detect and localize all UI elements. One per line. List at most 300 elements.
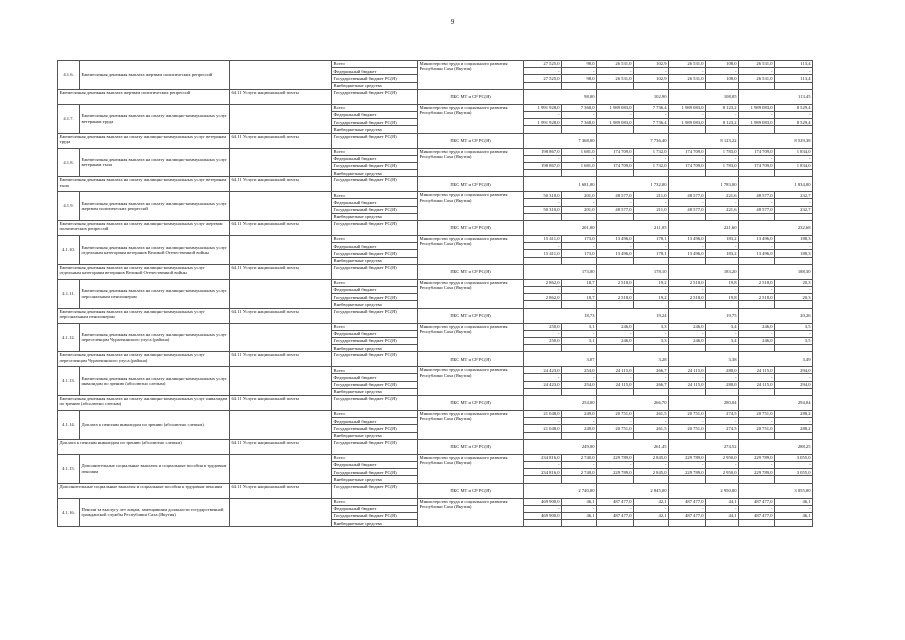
source-label: Всего: [332, 279, 418, 286]
value-cell: 2 518,0: [597, 279, 634, 286]
indicator-value: 113,45: [739, 89, 813, 104]
value-cell: -: [524, 330, 562, 337]
indicator-value: 1 834,00: [739, 177, 813, 192]
source-label: Всего: [332, 498, 418, 505]
value-cell: -: [669, 68, 706, 75]
value-cell: 3,1: [562, 337, 597, 344]
value-cell: 198 867,0: [524, 148, 562, 155]
indicator-value: 183,20: [669, 264, 739, 279]
row-title: Ежемесячная денежная выплата на оплату жилищно-коммунальных услуг инвалидам по зрению (абсолютно слепым): [80, 367, 230, 396]
value-cell: 8 123,2: [706, 119, 739, 126]
value-cell: -: [562, 286, 597, 293]
indicator-value: 20,26: [739, 308, 813, 323]
value-cell: -: [706, 418, 739, 425]
source-label: Федеральный бюджет: [332, 199, 418, 206]
value-cell: [634, 345, 669, 352]
value-cell: 198 867,0: [524, 162, 562, 169]
value-cell: 19,8: [706, 279, 739, 286]
value-cell: -: [562, 155, 597, 162]
value-cell: 3,4: [706, 337, 739, 344]
value-cell: 246,0: [597, 323, 634, 330]
value-cell: 20 751,0: [739, 425, 775, 432]
value-cell: [562, 388, 597, 395]
value-cell: 234 816,0: [524, 469, 562, 476]
value-cell: 102,9: [634, 61, 669, 68]
value-cell: 24 115,0: [669, 367, 706, 374]
value-cell: 21 048,0: [524, 411, 562, 418]
row-code: 4.1.11.: [58, 279, 80, 308]
value-cell: 13 496,0: [597, 236, 634, 243]
table-row: [58, 264, 852, 279]
pbs-label: ПБС МТ и СР РС(Я): [418, 308, 524, 323]
value-cell: [669, 345, 706, 352]
table-row: [58, 89, 852, 104]
value-cell: [739, 257, 775, 264]
value-cell: -: [669, 505, 706, 512]
value-cell: -: [524, 155, 562, 162]
value-cell: -: [706, 374, 739, 381]
source-label: Всего: [332, 104, 418, 111]
value-cell: 174 709,0: [669, 148, 706, 155]
table-row: [58, 236, 852, 243]
value-cell: 98,0: [562, 75, 597, 82]
value-cell: 42,1: [634, 498, 669, 505]
value-cell: 3,1: [562, 323, 597, 330]
value-cell: [775, 301, 813, 308]
value-cell: 229 789,0: [597, 454, 634, 461]
source-label: Федеральный бюджет: [332, 243, 418, 250]
source-label: Государственный бюджет РС(Я): [332, 337, 418, 344]
value-cell: -: [706, 461, 739, 468]
value-cell: 48 577,0: [669, 192, 706, 199]
source-label: Всего: [332, 454, 418, 461]
value-cell: -: [634, 418, 669, 425]
value-cell: 2 518,0: [739, 279, 775, 286]
value-cell: -: [775, 68, 813, 75]
source-label: Государственный бюджет РС(Я): [332, 483, 418, 498]
source-label: Всего: [332, 367, 418, 374]
indicator-value: 2 950,00: [669, 483, 739, 498]
table-row: [58, 192, 852, 199]
value-cell: 234 816,0: [524, 454, 562, 461]
row-code: 4.1.16.: [58, 498, 80, 527]
value-cell: 266,7: [634, 367, 669, 374]
value-cell: 48 577,0: [597, 192, 634, 199]
value-cell: 2 845,0: [634, 454, 669, 461]
value-cell: 229 789,0: [739, 469, 775, 476]
value-cell: 221,6: [706, 206, 739, 213]
value-cell: 15 411,0: [524, 250, 562, 257]
value-cell: 7 368,0: [562, 104, 597, 111]
value-cell: 1 989 083,0: [739, 104, 775, 111]
value-cell: [706, 388, 739, 395]
table-body: [58, 61, 852, 527]
indicator-value: 178,10: [597, 264, 669, 279]
value-cell: 3,4: [706, 323, 739, 330]
value-cell: -: [597, 68, 634, 75]
pbs-label: ПБС МТ и СР РС(Я): [418, 396, 524, 411]
value-cell: [562, 82, 597, 89]
value-cell: 1 681,0: [562, 148, 597, 155]
value-cell: 26 531,0: [597, 61, 634, 68]
value-cell: 487 477,0: [597, 498, 634, 505]
value-cell: 1 783,0: [706, 148, 739, 155]
value-cell: [634, 520, 669, 527]
row-title: Ежемесячная денежная выплата на оплату жилищно-коммунальных услуг ветеранам труда: [80, 104, 230, 133]
value-cell: [775, 520, 813, 527]
empty-cell: [230, 498, 332, 527]
value-cell: 13 496,0: [669, 236, 706, 243]
row-title: Ежемесячная денежная выплата на оплату жилищно-коммунальных услуг переселенцам Чурапчинского улуса (района): [80, 323, 230, 352]
indicator-value: 108,05: [669, 89, 739, 104]
value-cell: -: [775, 461, 813, 468]
value-cell: -: [524, 461, 562, 468]
value-cell: [775, 257, 813, 264]
value-cell: 2 740,0: [562, 454, 597, 461]
value-cell: -: [634, 461, 669, 468]
source-label: Государственный бюджет РС(Я): [332, 381, 418, 388]
value-cell: [739, 388, 775, 395]
value-cell: [669, 257, 706, 264]
value-cell: [739, 126, 775, 133]
value-cell: 20,3: [775, 294, 813, 301]
value-cell: 294,0: [775, 381, 813, 388]
value-cell: 1 989 083,0: [597, 119, 634, 126]
value-cell: [739, 476, 775, 483]
value-cell: [669, 213, 706, 220]
value-cell: 20 751,0: [669, 411, 706, 418]
indicator-value: 3 055,00: [739, 483, 813, 498]
value-cell: 48 577,0: [739, 206, 775, 213]
value-cell: -: [634, 286, 669, 293]
value-cell: 1 681,0: [562, 162, 597, 169]
service-code: 64.11 Услуги национальной почты: [230, 89, 332, 104]
value-cell: 3 055,0: [775, 469, 813, 476]
source-label: Государственный бюджет РС(Я): [332, 206, 418, 213]
value-cell: -: [739, 111, 775, 118]
value-cell: -: [524, 199, 562, 206]
value-cell: 18,7: [562, 279, 597, 286]
indicator-value: 1 681,00: [524, 177, 597, 192]
indicator-value: 8 123,22: [669, 133, 739, 148]
pbs-label: ПБС МТ и СР РС(Я): [418, 177, 524, 192]
indicator-value: 8 529,38: [739, 133, 813, 148]
value-cell: 2 950,0: [706, 469, 739, 476]
value-cell: 2 862,0: [524, 279, 562, 286]
value-cell: -: [706, 505, 739, 512]
source-label: Федеральный бюджет: [332, 461, 418, 468]
indicator-value: 221,60: [669, 221, 739, 236]
indicator-value: 261,45: [597, 439, 669, 454]
value-cell: 2 862,0: [524, 294, 562, 301]
service-title: Ежемесячная денежная выплата на оплату жилищно-коммунальных услуг отдельным категориям ветеранов Великой Отечественной войны: [58, 264, 230, 279]
row-title: Ежемесячная денежная выплата на оплату жилищно-коммунальных услуг жертвам политических репрессий: [80, 192, 230, 221]
value-cell: [562, 257, 597, 264]
value-cell: 1 732,0: [634, 162, 669, 169]
value-cell: -: [739, 505, 775, 512]
value-cell: -: [597, 243, 634, 250]
value-cell: 24 115,0: [739, 367, 775, 374]
value-cell: 246,0: [669, 323, 706, 330]
value-cell: 188,3: [775, 236, 813, 243]
pbs-label: ПБС МТ и СР РС(Я): [418, 439, 524, 454]
value-cell: 8 123,2: [706, 104, 739, 111]
row-title: Доплата к пенсиям инвалидам по зрению (абсолютно слепым): [80, 411, 230, 440]
value-cell: -: [739, 199, 775, 206]
value-cell: -: [597, 111, 634, 118]
service-title: Ежемесячная денежная выплата на оплату жилищно-коммунальных услуг жертвам политических репрессий: [58, 221, 230, 236]
table-row: [58, 396, 852, 411]
value-cell: [562, 520, 597, 527]
value-cell: [706, 257, 739, 264]
value-cell: 211,0: [634, 192, 669, 199]
value-cell: [597, 213, 634, 220]
value-cell: 113,4: [775, 75, 813, 82]
row-code: 4.1.9.: [58, 192, 80, 221]
value-cell: 3,5: [775, 323, 813, 330]
value-cell: -: [562, 374, 597, 381]
value-cell: [562, 345, 597, 352]
source-label: Внебюджетные средства: [332, 170, 418, 177]
value-cell: -: [706, 286, 739, 293]
source-label: Государственный бюджет РС(Я): [332, 425, 418, 432]
source-label: Государственный бюджет РС(Я): [332, 512, 418, 519]
value-cell: [524, 170, 562, 177]
value-cell: 113,4: [775, 61, 813, 68]
value-cell: -: [669, 111, 706, 118]
value-cell: -: [775, 330, 813, 337]
table-row: [58, 177, 852, 192]
source-label: Государственный бюджет РС(Я): [332, 177, 418, 192]
value-cell: 26 531,0: [669, 75, 706, 82]
row-title: Ежемесячная денежная выплата жертвам политических репрессий: [80, 61, 230, 90]
value-cell: -: [634, 505, 669, 512]
value-cell: 46,1: [775, 498, 813, 505]
indicator-value: 288,25: [739, 439, 813, 454]
table-row: [58, 439, 852, 454]
value-cell: 46,1: [562, 512, 597, 519]
source-label: Всего: [332, 61, 418, 68]
value-cell: [669, 170, 706, 177]
value-cell: -: [634, 68, 669, 75]
value-cell: -: [669, 155, 706, 162]
value-cell: [775, 170, 813, 177]
row-title: Дополнительные социальные выплаты и социальные пособия к трудовым пенсиям: [80, 454, 230, 483]
value-cell: -: [597, 155, 634, 162]
value-cell: 229 789,0: [669, 454, 706, 461]
value-cell: -: [739, 418, 775, 425]
value-cell: [562, 476, 597, 483]
source-label: Государственный бюджет РС(Я): [332, 308, 418, 323]
value-cell: 174 709,0: [669, 162, 706, 169]
value-cell: 221,6: [706, 192, 739, 199]
value-cell: [775, 213, 813, 220]
value-cell: 20 751,0: [739, 411, 775, 418]
value-cell: -: [524, 286, 562, 293]
value-cell: 188,3: [775, 250, 813, 257]
indicator-value: 19,75: [669, 308, 739, 323]
service-code: 64.11 Услуги национальной почты: [230, 177, 332, 192]
ministry-label: Министерство труда и социального развития Республики Саха (Якутия): [418, 498, 524, 527]
value-cell: 250,0: [524, 337, 562, 344]
value-cell: 487 477,0: [739, 498, 775, 505]
value-cell: -: [562, 111, 597, 118]
value-cell: [524, 476, 562, 483]
value-cell: 294,0: [775, 367, 813, 374]
value-cell: 1 989 083,0: [669, 119, 706, 126]
value-cell: -: [524, 111, 562, 118]
value-cell: 8 529,4: [775, 104, 813, 111]
value-cell: 174 709,0: [739, 148, 775, 155]
source-label: Федеральный бюджет: [332, 330, 418, 337]
value-cell: 280,0: [706, 367, 739, 374]
value-cell: [524, 388, 562, 395]
row-title: Пенсии за выслугу лет лицам, замещавшим должности государственной гражданской службы Республики Саха (Якутия): [80, 498, 230, 527]
value-cell: [739, 213, 775, 220]
source-label: Федеральный бюджет: [332, 286, 418, 293]
value-cell: 24 115,0: [597, 367, 634, 374]
value-cell: [597, 520, 634, 527]
source-label: Всего: [332, 323, 418, 330]
value-cell: [597, 82, 634, 89]
value-cell: 1 989 083,0: [669, 104, 706, 111]
source-label: Федеральный бюджет: [332, 505, 418, 512]
value-cell: [634, 170, 669, 177]
value-cell: 246,0: [669, 337, 706, 344]
value-cell: 2 845,0: [634, 469, 669, 476]
value-cell: -: [634, 199, 669, 206]
source-label: Внебюджетные средства: [332, 476, 418, 483]
value-cell: 24 115,0: [739, 381, 775, 388]
value-cell: -: [775, 505, 813, 512]
row-title: Ежемесячная денежная выплата на оплату жилищно-коммунальных услуг ветеранам тыла: [80, 148, 230, 177]
value-cell: [669, 476, 706, 483]
value-cell: [524, 520, 562, 527]
value-cell: 173,0: [562, 250, 597, 257]
value-cell: 46,1: [775, 512, 813, 519]
value-cell: 487 477,0: [597, 512, 634, 519]
empty-cell: [230, 411, 332, 440]
row-code: 4.1.8.: [58, 148, 80, 177]
table-row: [58, 221, 852, 236]
row-code: 4.1.6.: [58, 61, 80, 90]
value-cell: [562, 126, 597, 133]
value-cell: -: [739, 461, 775, 468]
source-label: Внебюджетные средства: [332, 301, 418, 308]
value-cell: 232,7: [775, 192, 813, 199]
indicator-value: 102,90: [597, 89, 669, 104]
value-cell: 1 834,0: [775, 162, 813, 169]
value-cell: [669, 388, 706, 395]
value-cell: 44,1: [706, 512, 739, 519]
value-cell: [739, 520, 775, 527]
indicator-value: 7 736,40: [597, 133, 669, 148]
value-cell: [775, 126, 813, 133]
value-cell: 50 310,0: [524, 206, 562, 213]
value-cell: 20,3: [775, 279, 813, 286]
value-cell: 469 900,0: [524, 512, 562, 519]
value-cell: -: [739, 243, 775, 250]
value-cell: -: [669, 330, 706, 337]
value-cell: 232,7: [775, 206, 813, 213]
value-cell: -: [775, 243, 813, 250]
pbs-label: ПБС МТ и СР РС(Я): [418, 483, 524, 498]
source-label: Всего: [332, 148, 418, 155]
value-cell: -: [706, 111, 739, 118]
value-cell: 2 518,0: [669, 294, 706, 301]
value-cell: 13 496,0: [669, 250, 706, 257]
value-cell: -: [775, 418, 813, 425]
value-cell: [634, 213, 669, 220]
value-cell: 173,0: [562, 236, 597, 243]
table-row: [58, 411, 852, 418]
value-cell: [524, 432, 562, 439]
value-cell: -: [634, 374, 669, 381]
value-cell: 24 423,0: [524, 381, 562, 388]
value-cell: [634, 301, 669, 308]
table-row: [58, 148, 852, 155]
value-cell: 2 950,0: [706, 454, 739, 461]
ministry-label: Министерство труда и социального развития Республики Саха (Якутия): [418, 236, 524, 265]
value-cell: 27 525,0: [524, 61, 562, 68]
row-code: 4.1.13.: [58, 367, 80, 396]
indicator-value: 188,30: [739, 264, 813, 279]
empty-cell: [230, 236, 332, 265]
value-cell: -: [706, 68, 739, 75]
empty-cell: [230, 367, 332, 396]
value-cell: 102,9: [634, 75, 669, 82]
empty-cell: [230, 192, 332, 221]
value-cell: 42,1: [634, 512, 669, 519]
service-code: 64.11 Услуги национальной почты: [230, 133, 332, 148]
table-row: [58, 133, 852, 148]
value-cell: [597, 432, 634, 439]
pbs-label: ПБС МТ и СР РС(Я): [418, 221, 524, 236]
value-cell: [597, 126, 634, 133]
indicator-value: 254,00: [524, 396, 597, 411]
row-title: Ежемесячная денежная выплата на оплату жилищно-коммунальных услуг персональным пенсионерам: [80, 279, 230, 308]
value-cell: 19,2: [634, 294, 669, 301]
value-cell: 201,0: [562, 206, 597, 213]
value-cell: 13 496,0: [739, 236, 775, 243]
value-cell: [775, 388, 813, 395]
value-cell: 24 115,0: [597, 381, 634, 388]
value-cell: [562, 170, 597, 177]
value-cell: 1 732,0: [634, 148, 669, 155]
value-cell: 280,0: [706, 381, 739, 388]
service-title: Доплата к пенсиям инвалидам по зрению (абсолютно слепым): [58, 439, 230, 454]
value-cell: [775, 432, 813, 439]
value-cell: -: [524, 374, 562, 381]
value-cell: [634, 388, 669, 395]
source-label: Государственный бюджет РС(Я): [332, 469, 418, 476]
value-cell: -: [524, 505, 562, 512]
ministry-label: Министерство труда и социального развития Республики Саха (Якутия): [418, 104, 524, 133]
value-cell: 274,5: [706, 411, 739, 418]
table-row: [58, 483, 852, 498]
value-cell: [669, 126, 706, 133]
value-cell: [524, 82, 562, 89]
value-cell: 174 709,0: [597, 148, 634, 155]
source-label: Всего: [332, 411, 418, 418]
value-cell: -: [739, 155, 775, 162]
value-cell: [597, 476, 634, 483]
service-title: Дополнительные социальные выплаты и социальные пособия к трудовым пенсиям: [58, 483, 230, 498]
value-cell: 288,2: [775, 425, 813, 432]
value-cell: [634, 476, 669, 483]
value-cell: 26 531,0: [739, 75, 775, 82]
value-cell: [562, 301, 597, 308]
